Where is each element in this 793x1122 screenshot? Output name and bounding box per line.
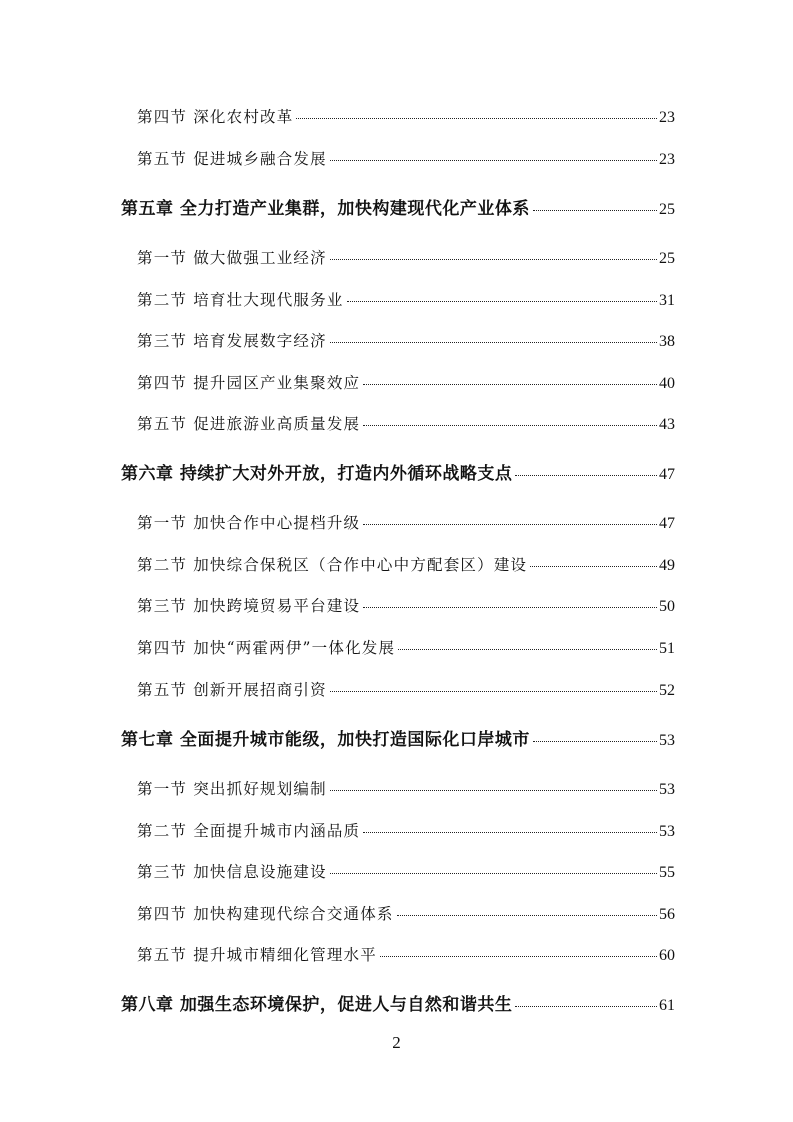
toc-entry[interactable] — [137, 368, 675, 398]
toc-entry-title: 第二节 培育壮大现代服务业 — [137, 291, 344, 309]
toc-entry[interactable] — [137, 774, 675, 804]
toc-entry[interactable] — [137, 144, 675, 174]
toc-entry[interactable] — [137, 326, 675, 356]
toc-entry-page: 53 — [659, 823, 675, 840]
toc-entry[interactable] — [137, 675, 675, 705]
toc-entry-page: 47 — [659, 515, 675, 532]
dot-leader — [363, 830, 657, 833]
dot-leader — [330, 871, 657, 874]
dot-leader — [330, 158, 657, 161]
dot-leader — [398, 647, 657, 650]
dot-leader — [296, 116, 657, 119]
toc-entry[interactable] — [137, 633, 675, 663]
toc-entry-title: 第二节 全面提升城市内涵品质 — [137, 822, 361, 840]
toc-entry[interactable] — [137, 508, 675, 538]
toc-entry-title: 第四节 加快“两霍两伊”一体化发展 — [137, 639, 396, 657]
toc-entry-page: 60 — [659, 947, 675, 964]
dot-leader — [380, 954, 657, 957]
page-number: 2 — [392, 1033, 401, 1052]
toc-chapter-entry[interactable] — [121, 459, 675, 489]
toc-entry-title: 第五节 提升城市精细化管理水平 — [137, 946, 377, 964]
toc-entry[interactable] — [137, 243, 675, 273]
toc-entry-title: 第四节 加快构建现代综合交通体系 — [137, 905, 394, 923]
dot-leader — [533, 208, 657, 211]
toc-entry[interactable] — [137, 816, 675, 846]
toc-chapter-title: 第八章 加强生态环境保护，促进人与自然和谐共生 — [121, 995, 513, 1015]
dot-leader — [363, 382, 657, 385]
toc-entry-page: 43 — [659, 416, 675, 433]
toc-entry[interactable] — [137, 550, 675, 580]
toc-entry-page: 51 — [659, 640, 675, 657]
toc-entry-page: 25 — [659, 201, 675, 218]
toc-entry-page: 25 — [659, 250, 675, 267]
toc-chapter-entry[interactable] — [121, 725, 675, 755]
dot-leader — [363, 605, 657, 608]
toc-entry-page: 52 — [659, 682, 675, 699]
dot-leader — [330, 689, 657, 692]
toc-entry-page: 61 — [659, 997, 675, 1014]
toc-entry-title: 第三节 培育发展数字经济 — [137, 332, 327, 350]
toc-entry-title: 第一节 加快合作中心提档升级 — [137, 514, 361, 532]
toc-entry-title: 第五节 促进旅游业高质量发展 — [137, 415, 361, 433]
toc-entry-page: 56 — [659, 906, 675, 923]
toc-entry-title: 第三节 加快跨境贸易平台建设 — [137, 597, 361, 615]
toc-entry-page: 50 — [659, 598, 675, 615]
dot-leader — [397, 913, 657, 916]
toc-chapter-entry[interactable] — [121, 194, 675, 224]
toc-entry-title: 第五节 创新开展招商引资 — [137, 681, 327, 699]
dot-leader — [515, 473, 657, 476]
dot-leader — [515, 1004, 657, 1007]
toc-entry[interactable] — [137, 409, 675, 439]
toc-entry-title: 第四节 深化农村改革 — [137, 108, 294, 126]
toc-entry[interactable] — [137, 857, 675, 887]
dot-leader — [363, 522, 657, 525]
toc-chapter-title: 第七章 全面提升城市能级，加快打造国际化口岸城市 — [121, 730, 530, 750]
toc-chapter-title: 第六章 持续扩大对外开放，打造内外循环战略支点 — [121, 464, 513, 484]
toc-chapter-entry[interactable] — [121, 990, 675, 1020]
dot-leader — [347, 299, 657, 302]
dot-leader — [330, 340, 657, 343]
toc-entry-title: 第四节 提升园区产业集聚效应 — [137, 374, 361, 392]
toc-entry-title: 第一节 突出抓好规划编制 — [137, 780, 327, 798]
dot-leader — [330, 257, 657, 260]
dot-leader — [530, 564, 657, 567]
toc-entry-page: 23 — [659, 151, 675, 168]
toc-entry-title: 第五节 促进城乡融合发展 — [137, 150, 327, 168]
toc-entry-page: 49 — [659, 557, 675, 574]
dot-leader — [363, 423, 657, 426]
toc-entry-title: 第一节 做大做强工业经济 — [137, 249, 327, 267]
toc-entry[interactable] — [137, 940, 675, 970]
dot-leader — [533, 739, 657, 742]
toc-entry[interactable] — [137, 285, 675, 315]
toc-entry-title: 第二节 加快综合保税区（合作中心中方配套区）建设 — [137, 556, 528, 574]
toc-entry-page: 31 — [659, 292, 675, 309]
toc-entry-title: 第三节 加快信息设施建设 — [137, 863, 327, 881]
toc-chapter-title: 第五章 全力打造产业集群，加快构建现代化产业体系 — [121, 199, 530, 219]
toc-entry[interactable] — [137, 591, 675, 621]
toc-entry[interactable] — [137, 899, 675, 929]
toc-entry-page: 38 — [659, 333, 675, 350]
toc-entry-page: 53 — [659, 781, 675, 798]
toc-entry-page: 55 — [659, 864, 675, 881]
toc-entry-page: 47 — [659, 466, 675, 483]
toc-entry-page: 53 — [659, 732, 675, 749]
dot-leader — [330, 788, 657, 791]
toc-entry-page: 40 — [659, 375, 675, 392]
toc-entry[interactable] — [137, 102, 675, 132]
toc-entry-page: 23 — [659, 109, 675, 126]
